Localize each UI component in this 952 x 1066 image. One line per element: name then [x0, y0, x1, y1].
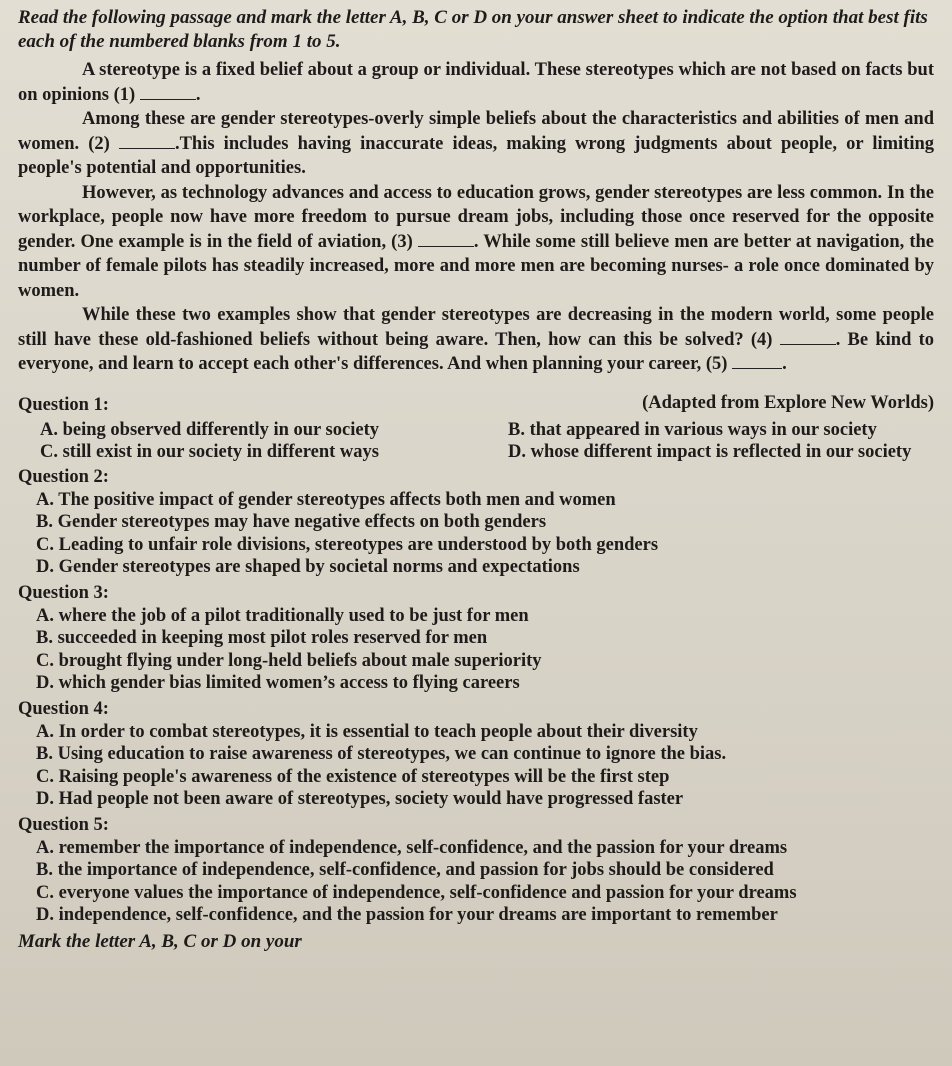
question-1-title: Question 1: — [18, 394, 109, 415]
q1-option-b[interactable] — [508, 419, 934, 441]
question-3-title: Question 3: — [18, 582, 109, 603]
question-5 — [18, 813, 934, 927]
paragraph-4-text: While these two examples show that gender stereotypes are decreasing in the modern world, some people still have these old-fashioned beliefs without being aware. Then, how can this be solved? (4) — [18, 305, 934, 350]
question-4 — [18, 697, 934, 811]
q3-option-b[interactable]: B. succeeded in keeping most pilot roles reserved for men — [36, 628, 488, 648]
paragraph-1-end: . — [195, 84, 201, 105]
question-1-header-row — [18, 393, 934, 417]
blank-5 — [732, 354, 782, 369]
blank-3 — [418, 232, 474, 247]
q5-option-d[interactable]: D. independence, self-confidence, and the passion for your dreams are important to remember — [36, 905, 778, 925]
paragraph-4-end: . — [782, 354, 787, 374]
q1-option-d-text: D. whose different impact is reflected in our society — [508, 441, 912, 462]
blank-4 — [780, 330, 836, 345]
source-citation: (Adapted from Explore New Worlds) — [642, 392, 934, 413]
question-4-title: Question 4: — [18, 698, 109, 719]
question-2-title: Question 2: — [18, 466, 109, 487]
q1-option-a[interactable] — [18, 419, 508, 441]
paragraph-3-end: . While some still believe men are better at navigation, the number of female pilots has steadily increased, more and more men are becoming nurses- a role once dominated by women. — [18, 231, 935, 301]
q4-option-a[interactable]: A. In order to combat stereotypes, it is essential to teach people about their diversity — [36, 721, 698, 742]
q4-option-c[interactable]: C. Raising people's awareness of the existence of stereotypes will be the first step — [36, 766, 670, 787]
q5-option-c[interactable]: C. everyone values the importance of independence, self-confidence and passion for your dreams — [36, 882, 797, 903]
next-instructions: Mark the letter A, B, C or D on your — [18, 930, 302, 952]
question-1 — [18, 419, 934, 463]
paragraph-2 — [18, 107, 934, 181]
q1-option-a-text: A. being observed differently in our society — [40, 419, 379, 440]
paragraph-1-text: A stereotype is a fixed belief about a group or individual. These stereotypes which are not based on facts but on opinions (1) — [18, 60, 934, 105]
passage — [18, 58, 934, 377]
blank-1 — [140, 85, 196, 100]
q5-option-a[interactable]: A. remember the importance of independence, self-confidence, and the passion for your dreams — [36, 837, 788, 858]
q3-option-d[interactable]: D. which gender bias limited women’s access to flying careers — [36, 673, 520, 693]
q4-option-b[interactable]: B. Using education to raise awareness of stereotypes, we can continue to ignore the bias. — [36, 744, 727, 764]
q3-option-c[interactable]: C. brought flying under long-held beliefs about male superiority — [36, 650, 542, 671]
q1-option-d[interactable] — [508, 441, 934, 463]
q2-option-d[interactable]: D. Gender stereotypes are shaped by societal norms and expectations — [36, 557, 580, 577]
blank-2 — [119, 134, 175, 149]
q1-option-b-text: B. that appeared in various ways in our society — [508, 419, 877, 440]
q2-option-a[interactable]: A. The positive impact of gender stereotypes affects both men and women — [36, 489, 616, 510]
paragraph-2-end: .This includes having inaccurate ideas, making wrong judgments about people, or limiting people's potential and opportunities. — [18, 133, 935, 178]
paragraph-4 — [18, 303, 934, 377]
q2-option-b[interactable]: B. Gender stereotypes may have negative effects on both genders — [36, 512, 547, 532]
paragraph-1 — [18, 58, 934, 107]
question-2 — [18, 465, 934, 579]
q2-option-c[interactable]: C. Leading to unfair role divisions, stereotypes are understood by both genders — [36, 534, 659, 555]
q1-option-c-text: C. still exist in our society in different ways — [40, 441, 379, 462]
q1-option-c[interactable] — [18, 441, 508, 463]
paragraph-4-mid: . Be kind to everyone, and learn to accept each other's differences. And when planning your career, (5) — [18, 329, 935, 374]
paragraph-3 — [18, 181, 934, 304]
question-5-title: Question 5: — [18, 814, 109, 835]
paragraph-2-text: Among these are gender stereotypes-overly simple beliefs about the characteristics and abilities of men and women. (2) — [18, 109, 934, 154]
q3-option-a[interactable]: A. where the job of a pilot traditionally used to be just for men — [36, 605, 529, 626]
instructions-header: Read the following passage and mark the letter A, B, C or D on your answer sheet to indicate the option that best fits each of the numbered blanks from 1 to 5. — [18, 7, 928, 52]
q5-option-b[interactable]: B. the importance of independence, self-confidence, and passion for jobs should be considered — [36, 860, 774, 880]
question-3 — [18, 581, 934, 695]
paragraph-3-text: However, as technology advances and access to education grows, gender stereotypes are less common. In the workplace, people now have more freedom to pursue dream jobs, including those once reserved for the opposite gender. One example is in the field of aviation, (3) — [18, 182, 934, 252]
q4-option-d[interactable]: D. Had people not been aware of stereotypes, society would have progressed faster — [36, 789, 684, 809]
